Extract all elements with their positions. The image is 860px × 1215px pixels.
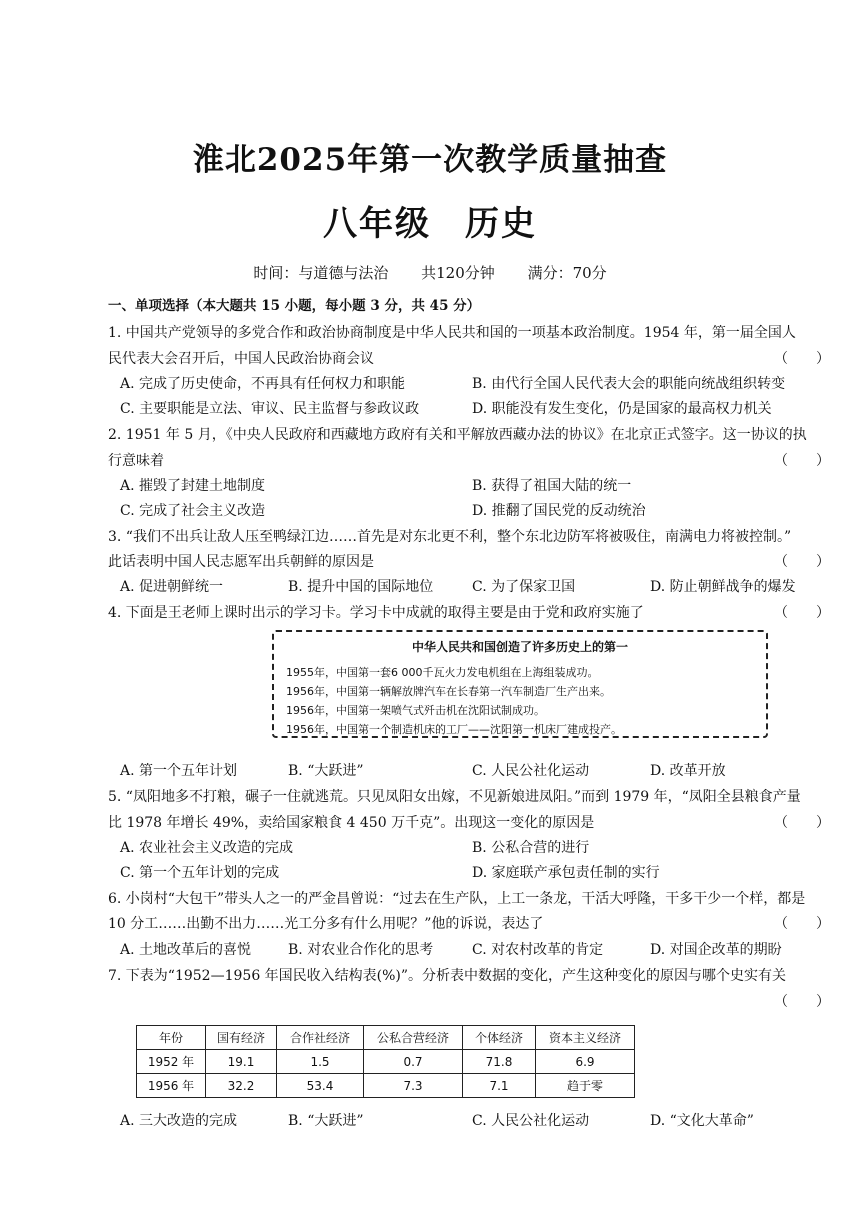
question-3-line-1: 3. “我们不出兵让敌人压至鸭绿江边……首先是对东北更不利，整个东北边防军将被吸住，南满电力将被控制。” [108, 529, 792, 545]
answer-blank: （ ） [774, 554, 830, 570]
grade: 八年级 [323, 204, 431, 244]
table-header-cell: 资本主义经济 [536, 1026, 635, 1050]
study-card-item: 1956年，中国第一个制造机床的工厂——沈阳第一机床厂建成投产。 [286, 723, 622, 736]
question-3-option-b: B. 提升中国的国际地位 [288, 579, 434, 595]
question-1-line-1: 1. 中国共产党领导的多党合作和政治协商制度是中华人民共和国的一项基本政治制度。1954 年，第一届全国人 [108, 325, 796, 341]
question-6-line-2: 10 分工……出勤不出力……光工分多有什么用呢？”他的诉说，表达了 [108, 916, 544, 932]
question-1-option-c: C. 主要职能是立法、审议、民主监督与参政议政 [120, 401, 420, 417]
table-cell: 19.1 [206, 1050, 277, 1074]
answer-blank: （ ） [774, 453, 830, 469]
table-cell: 32.2 [206, 1074, 277, 1098]
table-cell: 71.8 [463, 1050, 536, 1074]
question-5-option-a: A. 农业社会主义改造的完成 [120, 840, 294, 856]
question-6-line-1: 6. 小岗村“大包干”带头人之一的严金昌曾说：“过去在生产队，上工一条龙，干活大呼隆，干多干少一个样，都是 [108, 891, 806, 907]
income-structure-table [136, 1025, 635, 1098]
table-cell: 53.4 [277, 1074, 364, 1098]
table-header-cell: 合作社经济 [277, 1026, 364, 1050]
question-6-option-d: D. 对国企改革的期盼 [650, 942, 782, 958]
study-card-item: 1956年，中国第一辆解放牌汽车在长春第一汽车制造厂生产出来。 [286, 685, 611, 698]
table-cell: 1956 年 [137, 1074, 206, 1098]
answer-blank: （ ） [774, 815, 830, 831]
question-5-line-2: 比 1978 年增长 49%，卖给国家粮食 4 450 万千克”。出现这一变化的原因是 [108, 815, 595, 831]
study-card-item: 1955年，中国第一套6 000千瓦火力发电机组在上海组装成功。 [286, 666, 599, 679]
table-header-cell: 公私合营经济 [364, 1026, 463, 1050]
answer-blank: （ ） [774, 605, 830, 621]
study-card [272, 630, 768, 738]
exam-title: 淮北2025年第一次教学质量抽查 [192, 142, 668, 178]
question-5-line-1: 5. “凤阳地多不打粮，碾子一住就逃荒。只见凤阳女出嫁，不见新娘进凤阳。”而到 1979 年，“凤阳全县粮食产量 [108, 789, 801, 805]
question-3-option-c: C. 为了保家卫国 [472, 579, 576, 595]
question-1-line-2: 民代表大会召开后，中国人民政治协商会议 [108, 351, 374, 367]
duration: 共120分钟 [421, 264, 495, 282]
question-4-option-c: C. 人民公社化运动 [472, 763, 590, 779]
table-header-cell: 个体经济 [463, 1026, 536, 1050]
question-1-option-b: B. 由代行全国人民代表大会的职能向统战组织转变 [472, 376, 786, 392]
question-2-option-b: B. 获得了祖国大陆的统一 [472, 478, 632, 494]
question-2-option-d: D. 推翻了国民党的反动统治 [472, 503, 646, 519]
full-score: 满分：70分 [527, 264, 607, 282]
table-row [137, 1050, 635, 1074]
question-7-line-1: 7. 下表为“1952—1956 年国民收入结构表(%)”。分析表中数据的变化，产生这种变化的原因与哪个史实有关 [108, 968, 787, 984]
answer-blank: （ ） [774, 916, 830, 932]
table-cell: 趋于零 [536, 1074, 635, 1098]
table-header-cell: 年份 [137, 1026, 206, 1050]
question-4-option-a: A. 第一个五年计划 [120, 763, 238, 779]
question-7-option-d: D. “文化大革命” [650, 1113, 754, 1129]
table-cell: 7.3 [364, 1074, 463, 1098]
question-4-option-b: B. “大跃进” [288, 763, 364, 779]
question-5-option-b: B. 公私合营的进行 [472, 840, 590, 856]
answer-blank: （ ） [774, 994, 830, 1010]
question-3-option-a: A. 促进朝鲜统一 [120, 579, 224, 595]
study-card-item: 1956年，中国第一架喷气式歼击机在沈阳试制成功。 [286, 704, 545, 717]
subject: 历史 [465, 204, 537, 244]
question-1-option-d: D. 职能没有发生变化，仍是国家的最高权力机关 [472, 401, 772, 417]
question-2-line-2: 行意味着 [108, 453, 164, 469]
question-5-option-c: C. 第一个五年计划的完成 [120, 865, 280, 881]
table-cell: 1.5 [277, 1050, 364, 1074]
question-4-option-d: D. 改革开放 [650, 763, 726, 779]
answer-blank: （ ） [774, 351, 830, 367]
question-2-line-1: 2. 1951 年 5 月，《中央人民政府和西藏地方政府有关和平解放西藏办法的协议》在北京正式签字。这一协议的执 [108, 427, 807, 443]
table-cell: 7.1 [463, 1074, 536, 1098]
question-7-option-a: A. 三大改造的完成 [120, 1113, 238, 1129]
question-2-option-c: C. 完成了社会主义改造 [120, 503, 266, 519]
question-7-option-c: C. 人民公社化运动 [472, 1113, 590, 1129]
question-3-option-d: D. 防止朝鲜战争的爆发 [650, 579, 796, 595]
question-4-line-1: 4. 下面是王老师上课时出示的学习卡。学习卡中成就的取得主要是由于党和政府实施了 [108, 605, 644, 621]
section-heading: 一、单项选择（本大题共 15 小题，每小题 3 分，共 45 分） [108, 298, 481, 314]
question-6-option-a: A. 土地改革后的喜悦 [120, 942, 252, 958]
time-label: 时间：与道德与法治 [253, 264, 389, 282]
question-1-option-a: A. 完成了历史使命，不再具有任何权力和职能 [120, 376, 406, 392]
table-cell: 0.7 [364, 1050, 463, 1074]
question-2-option-a: A. 摧毁了封建土地制度 [120, 478, 266, 494]
table-row [137, 1074, 635, 1098]
table-header-row [137, 1026, 635, 1050]
question-5-option-d: D. 家庭联产承包责任制的实行 [472, 865, 660, 881]
question-6-option-c: C. 对农村改革的肯定 [472, 942, 604, 958]
study-card-title: 中华人民共和国创造了许多历史上的第一 [411, 640, 628, 654]
table-cell: 6.9 [536, 1050, 635, 1074]
question-6-option-b: B. 对农业合作化的思考 [288, 942, 434, 958]
question-7-option-b: B. “大跃进” [288, 1113, 364, 1129]
question-3-line-2: 此话表明中国人民志愿军出兵朝鲜的原因是 [108, 554, 374, 570]
table-cell: 1952 年 [137, 1050, 206, 1074]
table-header-cell: 国有经济 [206, 1026, 277, 1050]
